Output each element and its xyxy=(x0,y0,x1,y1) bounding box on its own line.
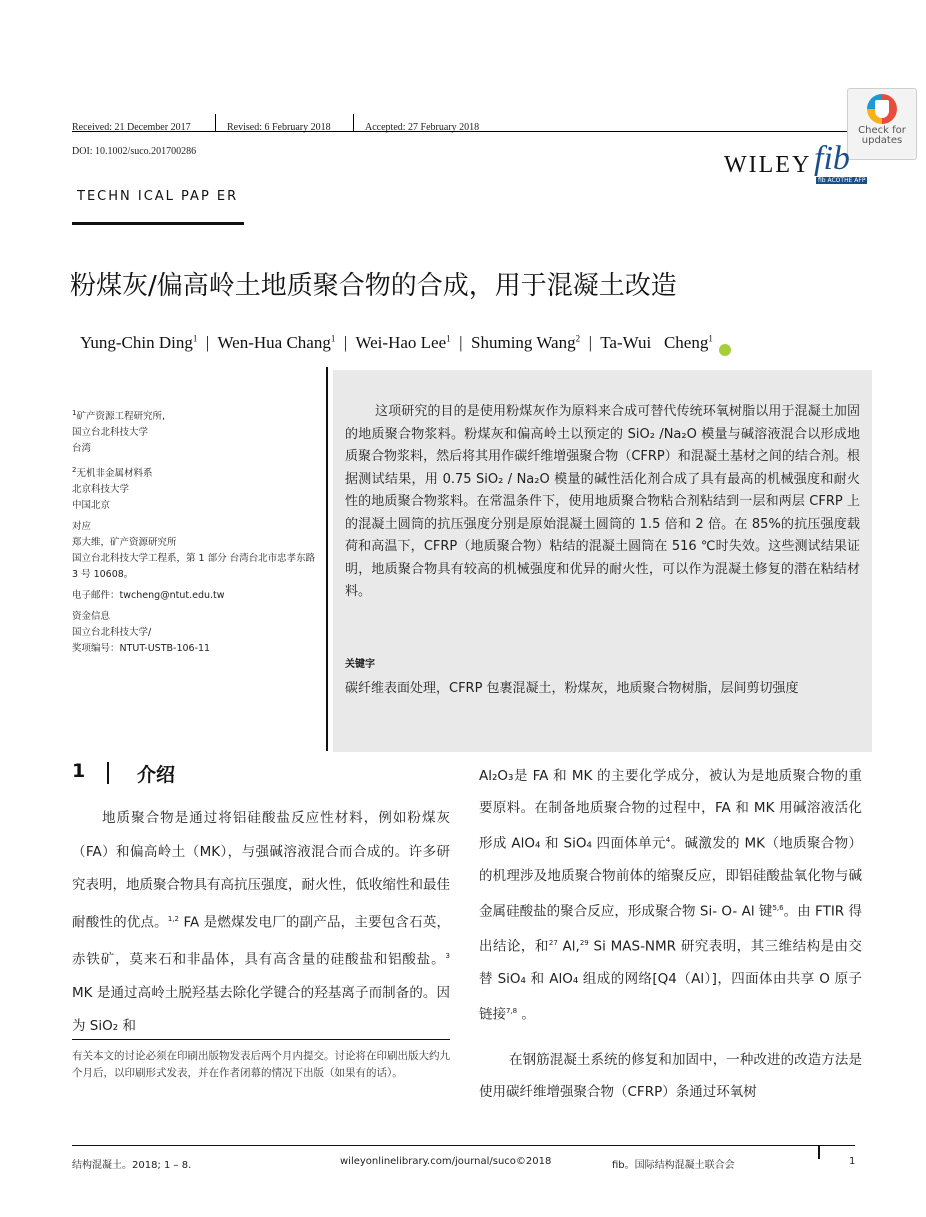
author-name[interactable]: Ta-Wui Cheng xyxy=(600,333,709,352)
isotope-ref: 29 xyxy=(579,939,589,947)
section-title: 介绍 xyxy=(137,764,176,786)
updates-label: updates xyxy=(861,135,903,146)
accepted-date: Accepted: 27 February 2018 xyxy=(365,122,480,133)
author-name[interactable]: Wen-Hua Chang xyxy=(217,333,331,352)
orcid-icon[interactable] xyxy=(719,344,731,356)
author-affiliation-ref: 2 xyxy=(575,333,581,344)
isotope-ref: 27 xyxy=(548,939,558,947)
crossmark-icon xyxy=(867,94,897,124)
body-paragraph: 在钢筋混凝土系统的修复和加固中，一种改进的改造方法是使用碳纤维增强聚合物（CFRP）条通过环氧树 xyxy=(479,1052,862,1100)
correspondence-line: 国立台北科技大学工程系，第 1 部分 台湾台北市忠孝东路 3 号 10608。 xyxy=(72,553,316,581)
body-left-column xyxy=(72,802,450,1044)
revised-date: Revised: 6 February 2018 xyxy=(227,122,331,133)
footer-url[interactable]: wileyonlinelibrary.com/journal/suco©2018 xyxy=(340,1156,552,1167)
affiliation-line: 台湾 xyxy=(72,443,92,455)
page-number: 1 xyxy=(849,1156,856,1167)
citation-ref[interactable]: 1,2 xyxy=(167,914,179,923)
affiliation-line: 中国北京 xyxy=(72,500,111,512)
footer-org: fib。国际结构混凝土联合会 xyxy=(612,1160,735,1171)
funding-title: 资金信息 xyxy=(72,611,111,623)
doi-link[interactable]: DOI: 10.1002/suco.201700286 xyxy=(72,146,197,157)
funding-line: 国立台北科技大学/ xyxy=(72,627,152,639)
footer-journal: 结构混凝土。2018; 1 – 8. xyxy=(72,1160,192,1171)
author-affiliation-ref: 1 xyxy=(330,333,336,344)
column-divider xyxy=(326,367,328,751)
body-text: 地质聚合物是通过将铝硅酸盐反应性材料，例如粉煤灰（FA）和偏高岭土（MK），与强碱溶液混合而合成的。许多研究表明，地质聚合物具有高抗压强度，耐火性，低收缩性和最佳耐酸性的优点。 xyxy=(72,810,450,930)
author-separator: | xyxy=(459,333,463,352)
body-text: 。由 FTIR 得出结论，和 xyxy=(479,903,863,955)
paper-title: 粉煤灰/偏高岭土地质聚合物的合成，用于混凝土改造 xyxy=(70,271,677,301)
abstract-text: 这项研究的目的是使用粉煤灰作为原料来合成可替代传统环氧树脂以用于混凝土加固的地质聚合物浆料。粉煤灰和偏高岭土以预定的 SiO₂ /Na₂O 模量与碱溶液混合以形成地质聚合物浆料，然后将其用作碳纤维增强聚合物（CFRP）和混凝土基材之间的结合剂。根据测试结果，用 0.75 SiO₂ / Na₂O 模量的碱性活化剂合成了具有最高的机械强度和耐火性的地质聚合物浆料。在常温条件下，使用地质聚合物粘合剂粘结到一层和两层 CFRP 上的混凝土圆筒的抗压强度分别是原始混凝土圆筒的 1.5 倍和 2 倍。在 85%的抗压强度载荷和高温下，CFRP（地质聚合物）粘结的混凝土圆筒在 516 ℃时失效。这些测试结果证明，地质聚合物具有较高的机械强度和优异的耐火性，可以作为混凝土修复的潜在粘结材料。 xyxy=(345,404,860,599)
body-paragraph xyxy=(479,760,862,1030)
article-type: TECHN ICAL PAP ER xyxy=(77,189,239,204)
body-right-column xyxy=(479,760,862,1108)
correspondence-line: 郑大维，矿产资源研究所 xyxy=(72,537,177,549)
body-paragraph xyxy=(72,802,450,1044)
affiliation-line: 矿产资源工程研究所, xyxy=(76,411,165,423)
keywords-text: 碳纤维表面处理，CFRP 包裹混凝土，粉煤灰，地质聚合物树脂，层间剪切强度 xyxy=(345,681,799,696)
fib-logo: fib xyxy=(814,140,850,177)
body-text: Si MAS-NMR 研究表明，其三维结构是由交替 SiO₄ 和 AlO₄ 组成的网络[Q4（Al）]，四面体由共享 O 原子链接 xyxy=(479,938,862,1022)
wiley-logo: WILEY xyxy=(724,152,812,178)
fib-logo-tag: fib ACOTHE AFP xyxy=(818,177,866,184)
body-text: Al, xyxy=(557,938,580,955)
author-name[interactable]: Shuming Wang xyxy=(471,333,576,352)
citation-ref[interactable]: 3 xyxy=(445,951,450,960)
affiliation-number: 1 xyxy=(72,409,77,417)
funding-line: 奖项编号：NTUT-USTB-106-11 xyxy=(72,643,211,655)
author-name[interactable]: Wei-Hao Lee xyxy=(355,333,447,352)
author-name[interactable]: Yung-Chin Ding xyxy=(80,333,193,352)
affiliations-block xyxy=(72,405,317,662)
header-separator xyxy=(353,114,354,132)
citation-ref[interactable]: 4 xyxy=(665,836,671,844)
section-number: 1 xyxy=(72,760,86,782)
footnote-rule xyxy=(72,1039,450,1040)
check-for-label: Check for xyxy=(858,125,906,136)
body-text: FA 是燃煤发电厂的副产品，主要包含石英，赤铁矿，莫来石和非晶体，具有高含量的硅酸盐和铝酸盐。 xyxy=(72,914,451,967)
header-separator xyxy=(215,114,216,132)
section-divider xyxy=(107,762,109,784)
footer-rule xyxy=(72,1145,855,1146)
body-text: 。碱激发的 MK（地质聚合物）的机理涉及地质聚合物前体的缩聚反应，即铝硅酸盐氧化物与碱金属硅酸盐的聚合反应，形成聚合物 Si- O- Al 键 xyxy=(479,835,863,919)
received-date: Received: 21 December 2017 xyxy=(72,122,191,133)
body-text: MK 是通过高岭土脱羟基去除化学键合的羟基离子而制备的。因为 SiO₂ 和 xyxy=(72,984,450,1034)
correspondence-title: 对应 xyxy=(72,521,92,533)
author-affiliation-ref: 1 xyxy=(192,333,198,344)
footer-separator xyxy=(818,1145,820,1159)
body-text: 。 xyxy=(517,1006,535,1022)
author-affiliation-ref: 1 xyxy=(446,333,451,344)
author-separator: | xyxy=(205,333,210,352)
article-type-rule xyxy=(72,222,244,225)
author-affiliation-ref: 1 xyxy=(708,333,713,344)
affiliation-line: 无机非金属材料系 xyxy=(76,468,153,480)
check-for-updates-button[interactable] xyxy=(847,88,917,160)
affiliation-number: 2 xyxy=(72,466,77,475)
author-list xyxy=(80,333,731,356)
author-separator: | xyxy=(343,333,348,352)
citation-ref[interactable]: 5,6 xyxy=(772,903,784,912)
email-link[interactable]: 电子邮件：twcheng@ntut.edu.tw xyxy=(72,590,225,602)
body-text: Al₂O₃是 FA 和 MK 的主要化学成分，被认为是地质聚合物的重要原料。在制备地质聚合物的过程中，FA 和 MK 用碱溶液活化形成 AlO₄ 和 SiO₄ 四面体单元 xyxy=(479,768,862,852)
affiliation-line: 国立台北科技大学 xyxy=(72,427,149,439)
affiliation-line: 北京科技大学 xyxy=(72,484,130,496)
keywords-title: 关键字 xyxy=(345,659,375,670)
author-separator: | xyxy=(588,333,593,352)
footnote-text: 有关本文的讨论必须在印刷出版物发表后两个月内提交。讨论将在印刷出版大约九个月后，以印刷形式发表，并在作者闭幕的情况下出版（如果有的话）。 xyxy=(72,1050,450,1079)
citation-ref[interactable]: 7,8 xyxy=(506,1006,518,1015)
